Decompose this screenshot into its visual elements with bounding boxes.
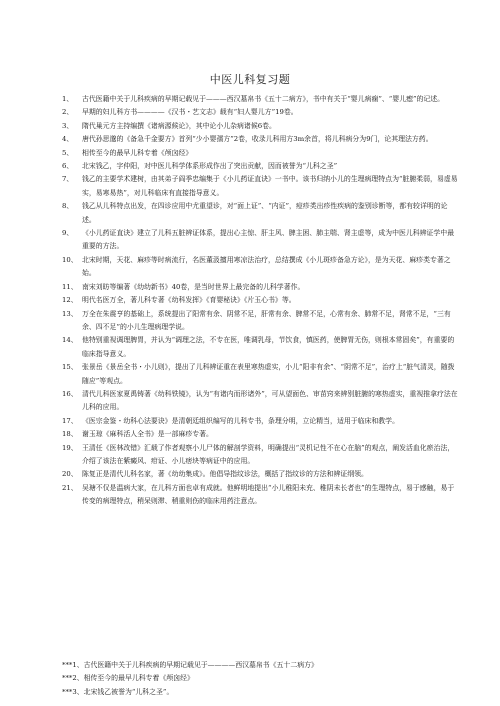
item-number: 15、 bbox=[62, 363, 78, 372]
list-item bbox=[62, 334, 460, 361]
item-text: 明代名医万全，著儿科专著《幼科发挥》《育婴秘诀》《片玉心书》等。 bbox=[82, 296, 296, 305]
list-item bbox=[62, 227, 460, 254]
item-number: 12、 bbox=[62, 296, 78, 305]
item-number: 18、 bbox=[62, 430, 78, 439]
item-text: 清代儿科医家夏禹铸著《幼科铁镜》，认为“有诸内而形诸外”，可从望面色、审苗窍来辨别脏腑的寒热虚实，重视推拿疗法在儿科的应用。 bbox=[82, 389, 458, 412]
list-item bbox=[62, 415, 460, 428]
item-number: 6、 bbox=[62, 162, 74, 171]
item-number: 20、 bbox=[62, 470, 78, 479]
item-text: 隋代巢元方主持编撰《诸病源候论》，其中论小儿杂病诸候6卷。 bbox=[82, 121, 276, 130]
item-text: 南宋刘昉等编著《幼幼新书》40卷，是当时世界上最完备的儿科学著作。 bbox=[82, 282, 305, 291]
item-number: 5、 bbox=[62, 148, 74, 157]
list-item bbox=[62, 200, 460, 227]
item-text: 《小儿药证直诀》建立了儿科五脏辨证体系，提出心主惊、肝主风、脾主困、肺主喘、肾主虚等，成为中医儿科辨证学中最重要的方法。 bbox=[82, 229, 455, 251]
item-number: 8、 bbox=[62, 202, 74, 211]
list-item bbox=[62, 106, 460, 119]
item-text: 钱乙从儿科特点出发，在四诊应用中尤重望诊，对“面上证”、“内证”，痘疹类出疹性疾病的鉴别诊断等，都有较详明的论述。 bbox=[82, 202, 448, 224]
document-title: 中医儿科复习题 bbox=[209, 73, 291, 86]
list-item bbox=[62, 133, 460, 146]
item-number: 16、 bbox=[62, 389, 78, 398]
item-text: 早期的妇儿科方书————《汉书・艺文志》载有“妇人婴儿方”19卷。 bbox=[82, 108, 298, 117]
item-text: 北宋时期，天花、麻疹等时病流行，名医董汲擅用寒凉法治疗，总结撰成《小儿斑疹备急方论》，是为天花、麻疹类专著之始。 bbox=[82, 255, 451, 278]
item-number: 9、 bbox=[62, 229, 74, 238]
item-text: 谢玉琼《麻科活人全书》是一部麻疹专著。 bbox=[82, 430, 213, 439]
note-line: ***1、古代医籍中关于儿科疾病的早期记载见于————西汉墓帛书《五十二病方》 bbox=[62, 661, 318, 669]
item-number: 7、 bbox=[62, 175, 74, 184]
list-item bbox=[62, 160, 460, 173]
list-item bbox=[62, 388, 460, 415]
list-item bbox=[62, 361, 460, 388]
question-list bbox=[62, 93, 460, 509]
list-item bbox=[62, 93, 460, 106]
item-number: 4、 bbox=[62, 135, 74, 144]
item-text: 古代医籍中关于儿科疾病的早期记载见于———西汉墓帛书《五十二病方》，书中有关于“婴儿病痫”、“婴儿瘛”的记述。 bbox=[82, 95, 445, 103]
item-number: 2、 bbox=[62, 108, 74, 117]
note-line: ***3、北宋钱乙被誉为“儿科之圣”。 bbox=[62, 687, 174, 696]
item-text: 他特别重视调理脾胃，并认为“调理之法，不专在医，唯调乳母，节饮食，慎医药，使脾胃无伤，则根本常固矣”，有重要的临床指导意义。 bbox=[82, 336, 455, 358]
list-item bbox=[62, 281, 460, 294]
item-text: 相传至今的最早儿科专着《颅囟经》 bbox=[82, 148, 193, 157]
item-number: 21、 bbox=[62, 483, 78, 492]
note-line: ***2、相传至今的最早儿科专着《颅囟经》 bbox=[62, 674, 194, 683]
list-item bbox=[62, 428, 460, 441]
list-item bbox=[62, 442, 460, 469]
item-text: 《医宗金鉴・幼科心法要诀》是清朝廷组织编写的儿科专书，条理分明，立论精当，适用于临床和教学。 bbox=[82, 416, 399, 425]
item-number: 13、 bbox=[62, 309, 78, 318]
summary-notes bbox=[62, 659, 460, 699]
item-text: 北宋钱乙，字仲阳，对中医儿科学体系形成作出了突出贡献，因而被誉为“儿科之圣” bbox=[82, 162, 338, 171]
list-item bbox=[62, 294, 460, 307]
item-text: 钱乙的主要学术建树，由其弟子阎季忠编集于《小儿药证直诀》一书中。该书归纳小儿的生理病理特点为“脏腑柔弱，易虚易实，易寒易热”，对儿科临床有直接指导意义。 bbox=[82, 175, 458, 197]
item-text: 陈复正是清代儿科名家，著《幼幼集成》。他倡导指纹诊法，概括了指纹诊的方法和辨证纲领。 bbox=[82, 470, 368, 479]
item-number: 1、 bbox=[62, 95, 74, 103]
item-text: 吴瑭不仅是温病大家，在儿科方面也卓有成就。他鲜明地提出“小儿稚阳未充、稚阴未长者也”的生理特点，易于感触，易于传变的病理特点，稍呆则滞、稍重则伤的临床用药注意点。 bbox=[82, 483, 455, 506]
item-number: 19、 bbox=[62, 443, 78, 452]
list-item bbox=[62, 254, 460, 281]
item-text: 万全在朱震亨的基础上，系统提出了阳常有余、阴常不足，肝常有余、脾常不足，心常有余、肺常不足，肾常不足，“三有余、四不足”的小儿生理病理学说。 bbox=[82, 309, 451, 331]
item-text: 王清任《医林改错》汇载了作者观察小儿尸体的解剖学资料，明确提出“灵机记性不在心在脑”的观点，阐发活血化瘀治法，介绍了该法在紫癜风、疳证、小儿痞块等病证中的应用。 bbox=[82, 443, 455, 465]
list-item bbox=[62, 173, 460, 200]
item-text: 唐代孙思邈的《备急千金要方》首列“少小婴孺方”2卷，收录儿科用方3m余首，将儿科病分为9门，论其理法方药。 bbox=[82, 135, 433, 144]
list-item bbox=[62, 482, 460, 509]
item-number: 17、 bbox=[62, 416, 78, 425]
list-item bbox=[62, 120, 460, 133]
item-text: 张景岳《景岳全书・小儿则》，提出了儿科辨证重在表里寒热虚实，小儿“阳非有余”、“阴常不足”，治疗上“脏气清灵，随拨随应”等观点。 bbox=[82, 363, 455, 385]
item-number: 3、 bbox=[62, 121, 74, 130]
item-number: 10、 bbox=[62, 255, 78, 264]
list-item bbox=[62, 468, 460, 481]
item-number: 11、 bbox=[62, 282, 78, 291]
item-number: 14、 bbox=[62, 336, 78, 345]
list-item bbox=[62, 308, 460, 335]
list-item bbox=[62, 147, 460, 160]
